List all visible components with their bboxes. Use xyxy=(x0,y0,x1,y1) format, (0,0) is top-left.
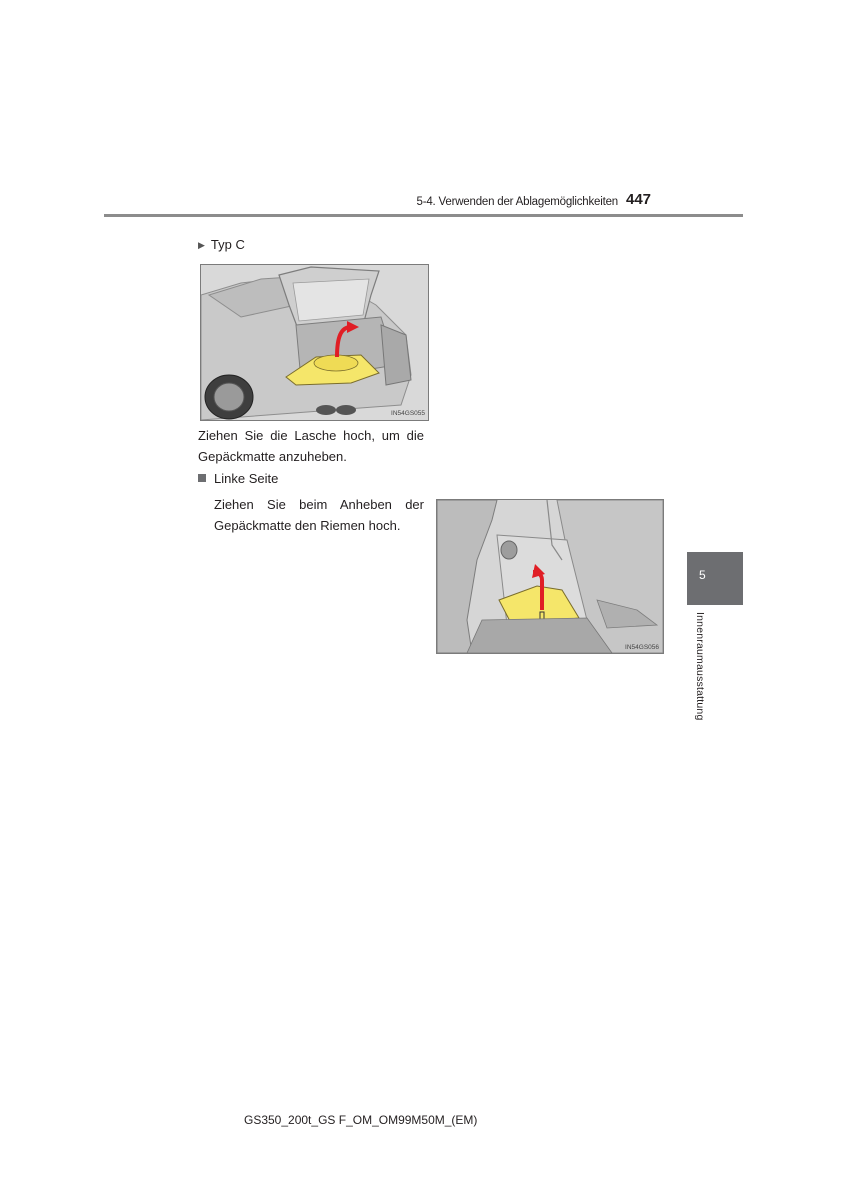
type-label-text: Typ C xyxy=(210,237,245,252)
header-rule xyxy=(104,214,743,217)
chapter-number: 5 xyxy=(699,568,706,582)
subsection-heading xyxy=(198,471,278,486)
car-trunk-illustration xyxy=(201,265,428,420)
chapter-label: Innenraumausstattung xyxy=(694,612,706,721)
instruction-paragraph: Ziehen Sie die Lasche hoch, um die Gepäckmatte anzuheben. xyxy=(198,428,424,464)
figure-code: IN54GS056 xyxy=(625,644,659,651)
section-title: 5-4. Verwenden der Ablagemöglichkeiten xyxy=(416,196,618,208)
subsection-heading-text: Linke Seite xyxy=(214,471,279,486)
square-bullet-icon xyxy=(198,474,206,482)
trunk-figure-rear-view xyxy=(200,264,429,421)
subsection-paragraph: Ziehen Sie beim Anheben der Gepäckmatte den Riemen hoch. xyxy=(214,497,424,533)
triangle-bullet-icon: ▶ xyxy=(198,240,205,250)
chapter-tab xyxy=(687,552,743,605)
page-number: 447 xyxy=(626,191,652,208)
trunk-figure-left-side xyxy=(436,499,664,654)
type-label xyxy=(198,237,245,252)
figure-code: IN54GS055 xyxy=(391,410,425,417)
trunk-interior-illustration xyxy=(437,500,663,653)
footer-doc-code: GS350_200t_GS F_OM_OM99M50M_(EM) xyxy=(244,1113,478,1127)
